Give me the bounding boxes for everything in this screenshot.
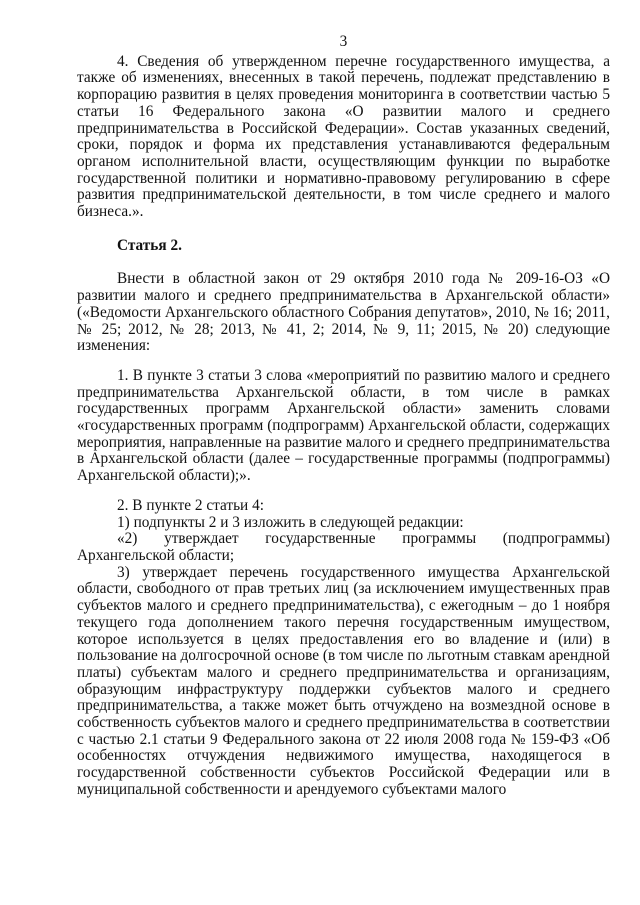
article-intro: Внести в областной закон от 29 октября 2010 года № 209-16-ОЗ «О развитии малого и среднего предпринимательства в Архангельской области» («Ведомости Архангельского областного Собрания депутатов», 2010, № 16; 2011, № 25; 2012, № 28; 2013, № 41, 2; 2014, № 9, 11; 2015, № 20) следующие изменения: bbox=[77, 270, 610, 355]
paragraph-item-4: 4. Сведения об утвержденном перечне государственного имущества, а также об изменениях, внесенных в такой перечень, подлежат представлению в корпорацию развития в целях проведения мониторинга в соответствии частью 5 статьи 16 Федерального закона «О развитии малого и среднего предпринимательства в Российской Федерации». Состав указанных сведений, сроки, порядок и форма их представления устанавливаются федеральным органом исполнительной власти, осуществляющим функции по выработке государственной политики и нормативно-правовому регулированию в сфере развития предпринимательской деятельности, в том числе среднего и малого бизнеса.». bbox=[77, 52, 610, 221]
document-page bbox=[77, 34, 610, 799]
article-heading: Статья 2. bbox=[117, 236, 182, 254]
amendment-item-2-sub-1: 1) подпункты 2 и 3 изложить в следующей редакции: bbox=[117, 513, 464, 531]
amendment-item-1: 1. В пункте 3 статьи 3 слова «мероприятий по развитию малого и среднего предпринимательства Архангельской области, в том числе в рамках государственных программ Архангельской области» заменить словами «государственных программ (подпрограмм) Архангельской области, содержащих мероприятия, направленные на развитие малого и среднего предпринимательства в Архангельской области (далее – государственные программы (подпрограммы) Архангельской области);». bbox=[77, 366, 610, 485]
page-number: 3 bbox=[339, 33, 348, 50]
amendment-quote-subitem-3: 3) утверждает перечень государственного имущества Архангельской области, свободного от прав третьих лиц (за исключением имущественных прав субъектов малого и среднего предпринимательства), с ежегодным – до 1 ноября текущего года дополнением такого перечня государственным имуществом, которое используется в целях предоставления его во владение и (или) в пользование на долгосрочной основе (в том числе по льготным ставкам арендной платы) субъектам малого и среднего предпринимательства и организациям, образующим инфраструктуру поддержки субъектов малого и среднего предпринимательства, а также может быть отчуждено на возмездной основе в собственность субъектов малого и среднего предпринимательства в соответствии с частью 2.1 статьи 9 Федерального закона от 22 июля 2008 года № 159-ФЗ «Об особенностях отчуждения недвижимого имущества, находящегося в государственной собственности субъектов Российской Федерации или в муниципальной собственности и арендуемого субъектами малого bbox=[77, 563, 610, 798]
amendment-item-2-lead: 2. В пункте 2 статьи 4: bbox=[117, 496, 264, 514]
amendment-quote-subitem-2: «2) утверждает государственные программы (подпрограммы) Архангельской области; bbox=[77, 530, 610, 564]
